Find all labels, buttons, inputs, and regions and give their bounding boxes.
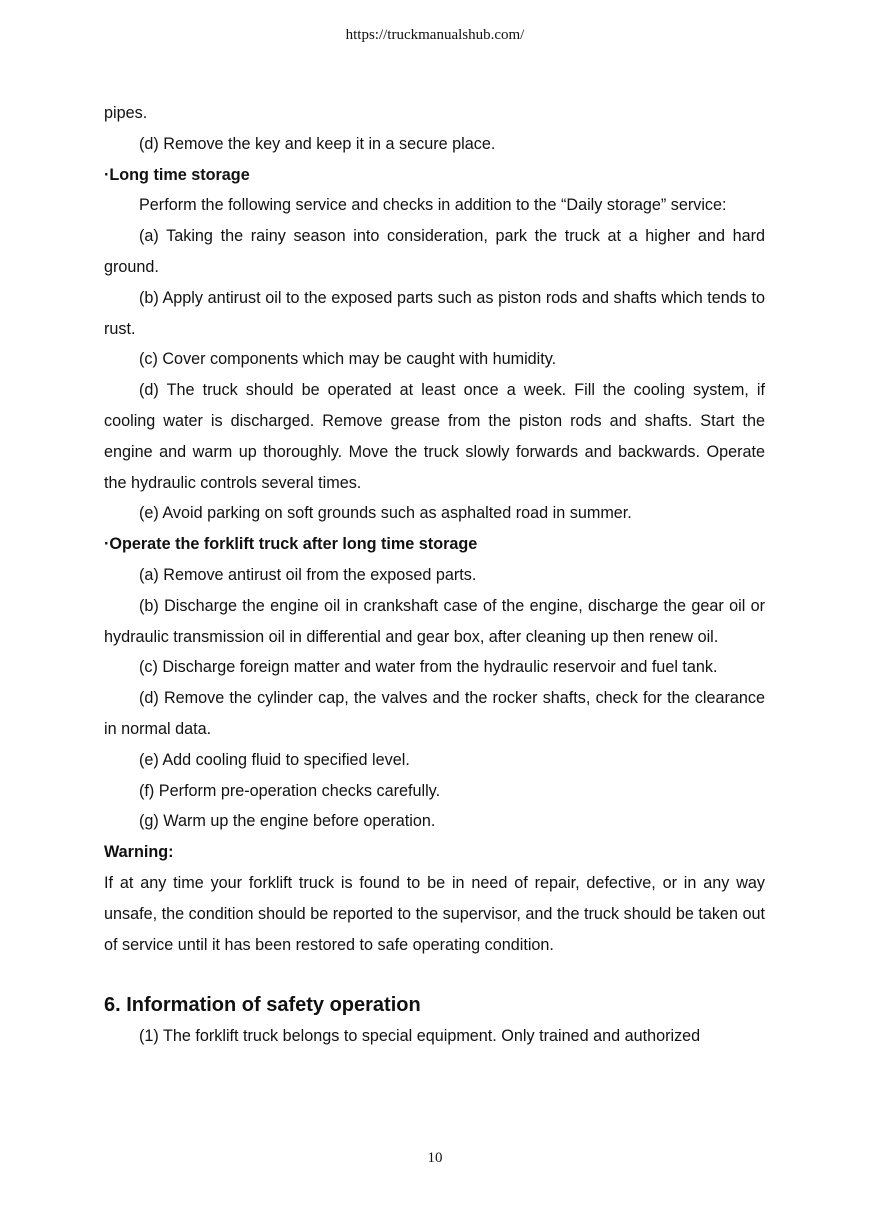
paragraph: Perform the following service and checks in addition to the “Daily storage” service: (139, 196, 727, 215)
warning-text: If at any time your forklift truck is found to be in need of repair, defective, or in any way unsafe, the condition should be reported to the supervisor, and the truck should be taken out of service until it has been restored to safe operating condition. (104, 873, 765, 954)
section-heading: 6. Information of safety operation (104, 994, 421, 1017)
section-spacer (104, 960, 765, 990)
list-item: (f) Perform pre-operation checks carefully. (139, 781, 441, 800)
page-number: 10 (427, 1150, 443, 1166)
list-item: (d) Remove the cylinder cap, the valves and the rocker shafts, check for the clearance in normal data. (104, 689, 765, 738)
list-item: (e) Add cooling fluid to specified level. (139, 750, 410, 769)
list-item: (d) The truck should be operated at least once a week. Fill the cooling system, if cooling water is discharged. Remove grease from the piston rods and shafts. Start the engine and warm up thoroughly. Move the truck slowly forwards and backwards. Operate the hydraulic controls several times. (104, 381, 765, 492)
subheading-long-time-storage: ·Long time storage (104, 165, 250, 184)
list-item: (g) Warm up the engine before operation. (139, 812, 436, 831)
subheading-operate-after-storage: ·Operate the forklift truck after long time storage (104, 535, 478, 554)
paragraph: (d) Remove the key and keep it in a secure place. (139, 134, 496, 153)
list-item: (e) Avoid parking on soft grounds such as asphalted road in summer. (139, 504, 632, 523)
list-item: (a) Remove antirust oil from the exposed parts. (139, 565, 477, 584)
page-body (104, 98, 765, 1052)
paragraph: pipes. (104, 104, 148, 122)
list-item: (b) Apply antirust oil to the exposed parts such as piston rods and shafts which tends to rust. (104, 288, 765, 338)
list-item: (b) Discharge the engine oil in crankshaft case of the engine, discharge the gear oil or hydraulic transmission oil in differential and gear box, after cleaning up then renew oil. (104, 596, 765, 646)
list-item: (c) Discharge foreign matter and water from the hydraulic reservoir and fuel tank. (139, 658, 718, 677)
list-item: (a) Taking the rainy season into consideration, park the truck at a higher and hard ground. (104, 227, 765, 276)
list-item: (c) Cover components which may be caught with humidity. (139, 350, 557, 369)
header-url: https://truckmanualshub.com/ (345, 27, 525, 43)
paragraph: (1) The forklift truck belongs to special equipment. Only trained and authorized (139, 1027, 701, 1046)
warning-heading: Warning: (104, 843, 174, 862)
